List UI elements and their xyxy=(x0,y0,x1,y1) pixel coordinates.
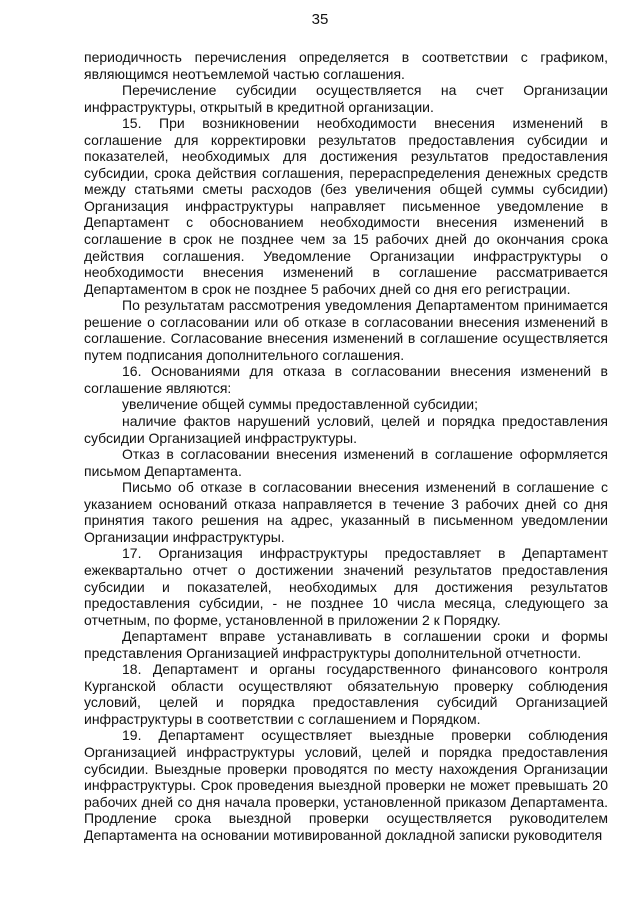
paragraph-clause-15: 15. При возникновении необходимости внесения изменений в соглашение для корректировки результатов предоставления субсидии и показателей, необходимых для достижения результатов предоставления субсидии, срока действия соглашения, перераспределения денежных средств между статьями сметы расходов (без увеличения общей суммы субсидии) Организация инфраструктуры направляет письменное уведомление в Департамент с обоснованием необходимости внесения изменений в соглашение в срок не позднее чем за 15 рабочих дней до окончания срока действия соглашения. Уведомление Организации инфраструктуры о необходимости внесения изменений в соглашение рассматривается Департаментом в срок не позднее 5 рабочих дней со дня его регистрации. xyxy=(84,115,608,297)
paragraph: Письмо об отказе в согласовании внесения изменений в соглашение с указанием оснований отказа направляется в течение 3 рабочих дней со дня принятия такого решения на адрес, указанный в письменном уведомлении Организации инфраструктуры. xyxy=(84,479,608,545)
paragraph: Департамент вправе устанавливать в соглашении сроки и формы представления Организацией инфраструктуры дополнительной отчетности. xyxy=(84,628,608,661)
paragraph-clause-17: 17. Организация инфраструктуры предоставляет в Департамент ежеквартально отчет о достижении значений результатов предоставления субсидии и показателей, необходимых для достижения результатов предоставления субсидии, - не позднее 10 числа месяца, следующего за отчетным, по форме, установленной в приложении 2 к Порядку. xyxy=(84,545,608,628)
list-item: увеличение общей суммы предоставленной субсидии; xyxy=(122,396,479,413)
list-item: наличие фактов нарушений условий, целей и порядка предоставления субсидии Организацией инфраструктуры. xyxy=(84,413,608,446)
document-body xyxy=(84,49,608,843)
paragraph: Перечисление субсидии осуществляется на счет Организации инфраструктуры, открытый в кредитной организации. xyxy=(84,82,608,115)
paragraph: По результатам рассмотрения уведомления Департаментом принимается решение о согласовании или об отказе в согласовании внесения изменений в соглашение. Согласование внесения изменений в соглашение осуществляется путем подписания дополнительного соглашения. xyxy=(84,297,608,363)
paragraph-clause-19: 19. Департамент осуществляет выездные проверки соблюдения Организацией инфраструктуры условий, целей и порядка предоставления субсидии. Выездные проверки проводятся по месту нахождения Организации инфраструктуры. Срок проведения выездной проверки не может превышать 20 рабочих дней со дня начала проверки, установленной приказом Департамента. Продление срока выездной проверки осуществляется руководителем Департамента на основании мотивированной докладной записки руководителя xyxy=(84,727,608,843)
paragraph-clause-16: 16. Основаниями для отказа в согласовании внесения изменений в соглашение являются: xyxy=(84,363,608,396)
paragraph-clause-18: 18. Департамент и органы государственного финансового контроля Курганской области осуществляют обязательную проверку соблюдения условий, целей и порядка предоставления субсидий Организацией инфраструктуры в соответствии с соглашением и Порядком. xyxy=(84,661,608,727)
page-number: 35 xyxy=(311,11,329,28)
paragraph: периодичность перечисления определяется в соответствии с графиком, являющимся неотъемлемой частью соглашения. xyxy=(84,49,608,82)
paragraph: Отказ в согласовании внесения изменений в соглашение оформляется письмом Департамента. xyxy=(84,446,608,479)
